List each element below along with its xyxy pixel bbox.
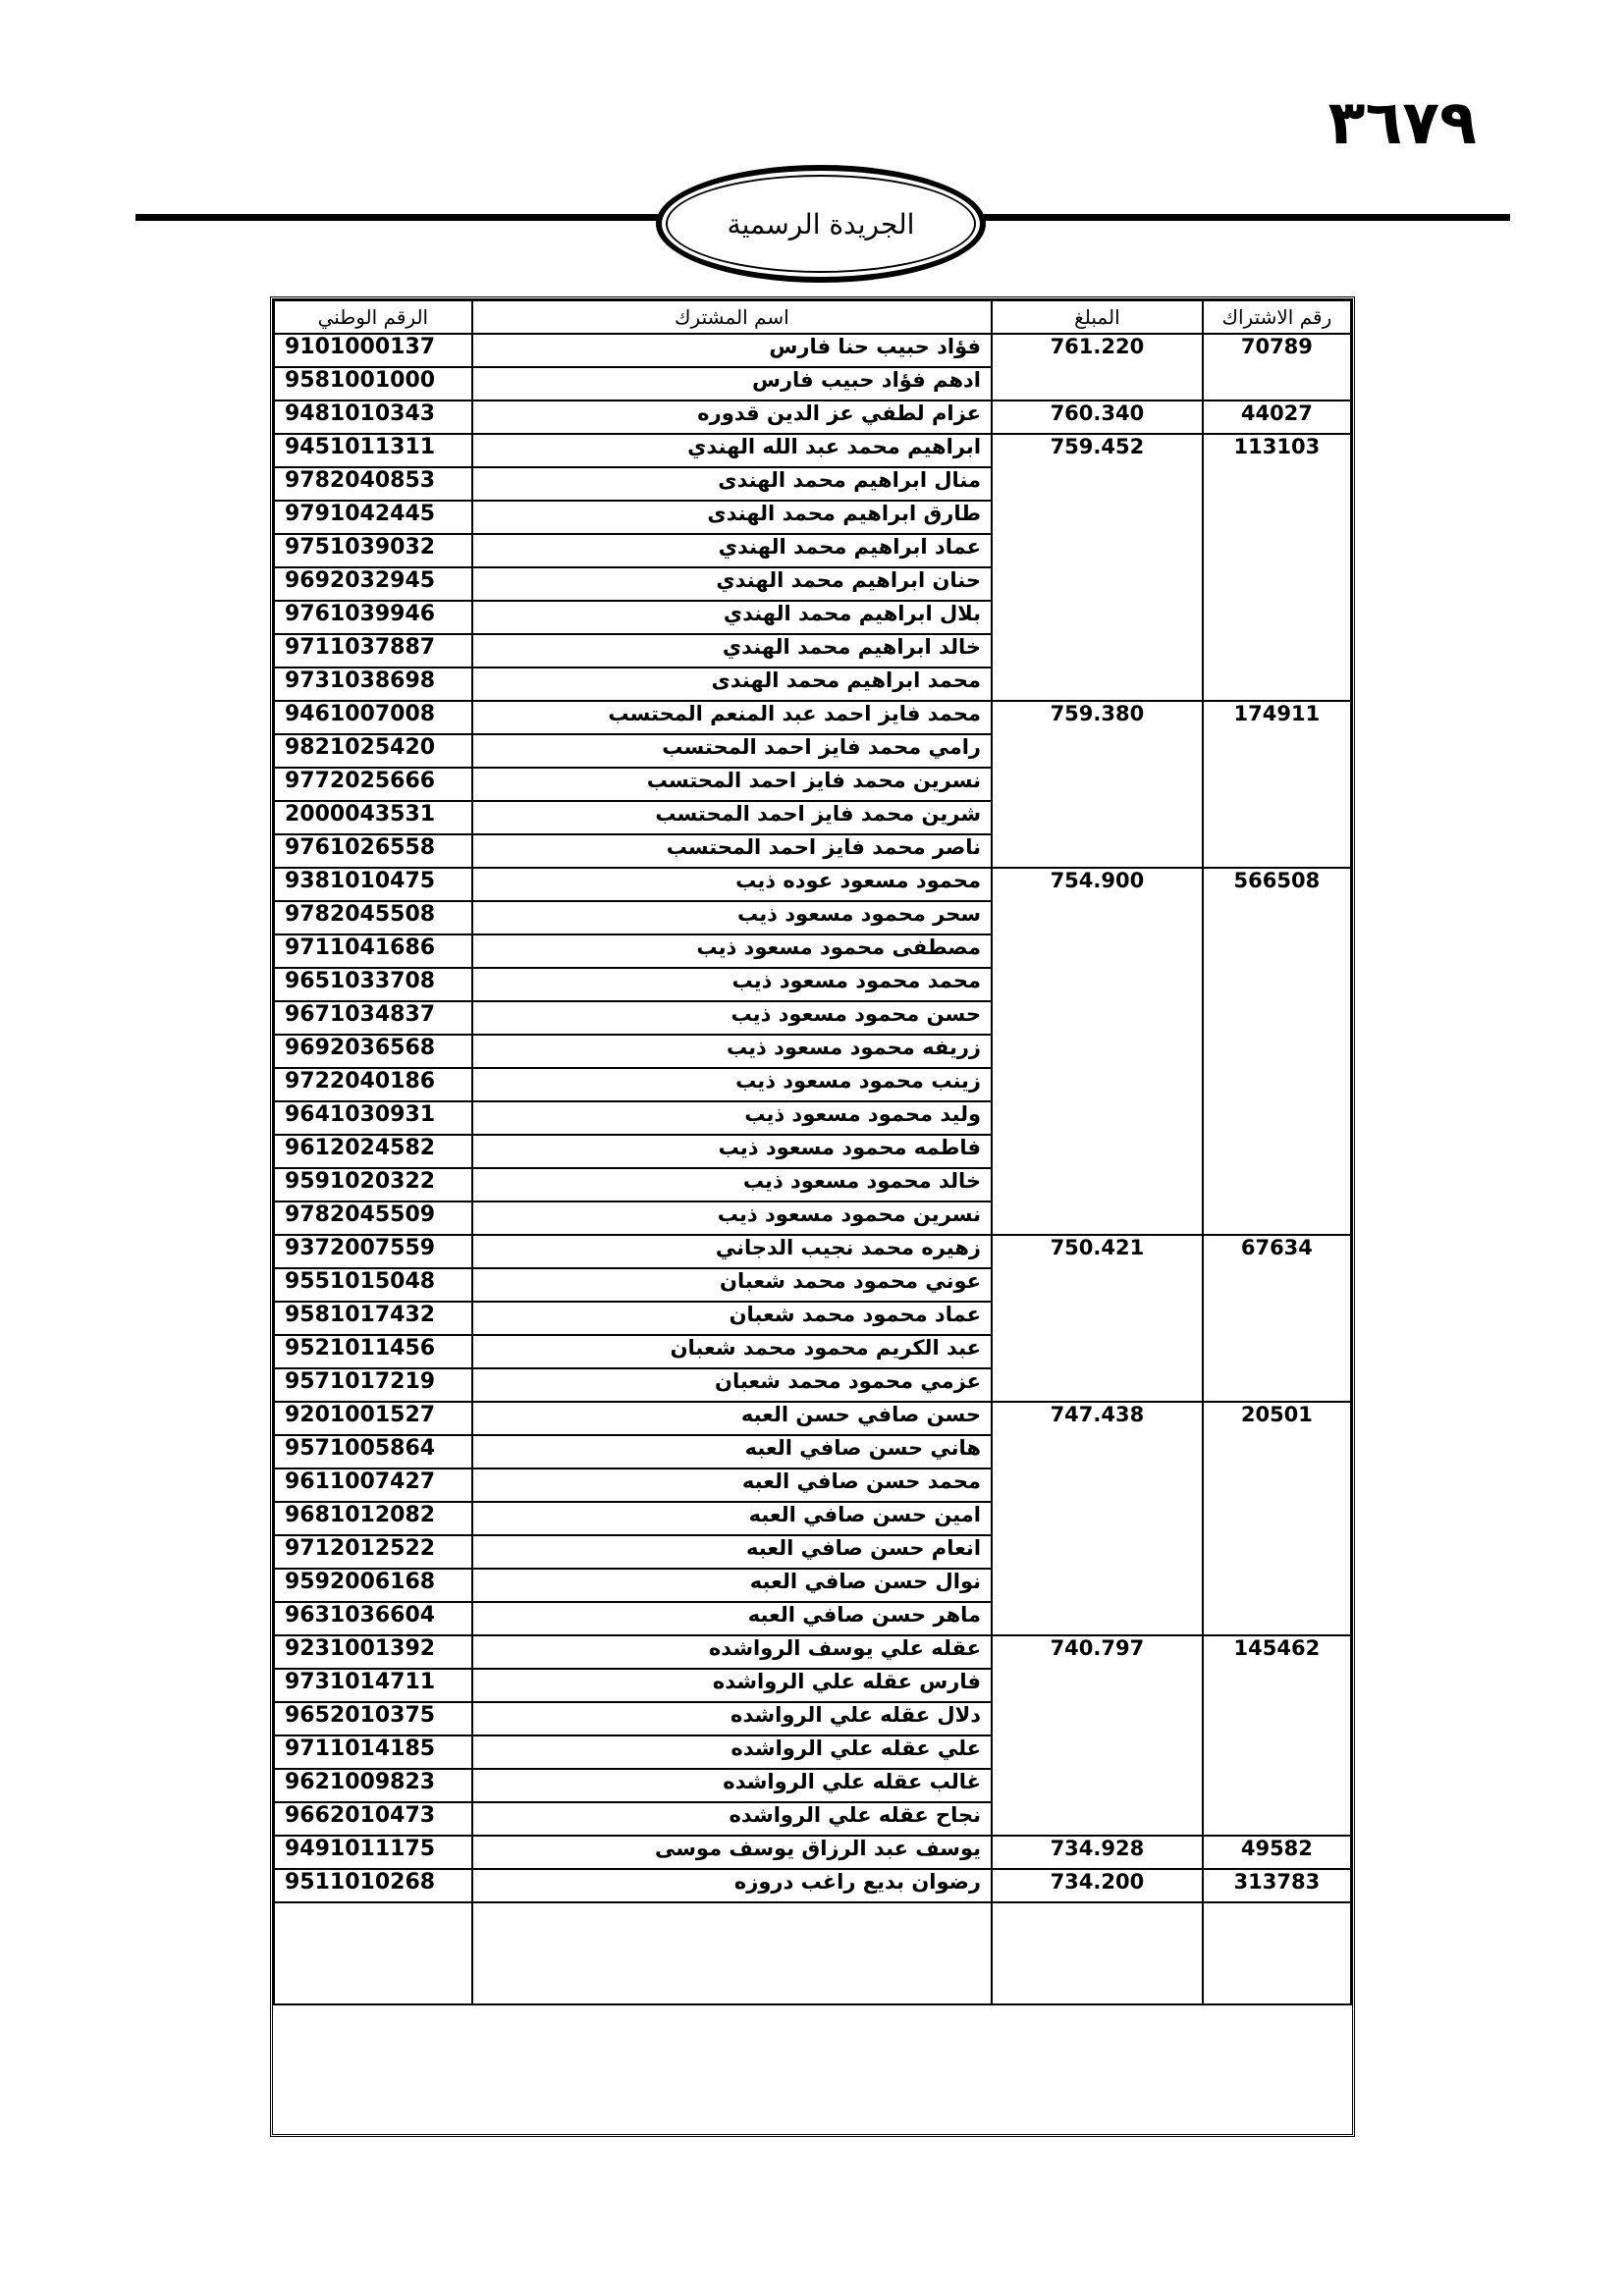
- table-row: [274, 1869, 1351, 1902]
- national-id: 9692032945: [274, 567, 472, 601]
- national-id: 9761039946: [274, 601, 472, 634]
- national-id: 9651033708: [274, 968, 472, 1001]
- subscriber-name: شرين محمد فايز احمد المحتسب: [472, 801, 992, 834]
- national-id: 9692036568: [274, 1035, 472, 1068]
- national-id: 9571005864: [274, 1435, 472, 1468]
- national-id: 9711041686: [274, 934, 472, 968]
- national-id: 9611007427: [274, 1468, 472, 1502]
- amount: 759.380: [992, 701, 1203, 868]
- subscriber-name: زريفه محمود مسعود ذيب: [472, 1035, 992, 1068]
- subscriber-name: وليد محمود مسعود ذيب: [472, 1101, 992, 1135]
- national-id: 9681012082: [274, 1502, 472, 1535]
- national-id: 9652010375: [274, 1702, 472, 1735]
- subscriber-name: بلال ابراهيم محمد الهندي: [472, 601, 992, 634]
- national-id: 9201001527: [274, 1402, 472, 1435]
- subscriber-name: امين حسن صافي العبه: [472, 1502, 992, 1535]
- national-id: 9631036604: [274, 1602, 472, 1635]
- amount: 750.421: [992, 1235, 1203, 1402]
- table-row: [274, 1635, 1351, 1669]
- national-id: 9612024582: [274, 1135, 472, 1168]
- subscription-number: 44027: [1203, 400, 1351, 434]
- subscriber-name: محمد فايز احمد عبد المنعم المحتسب: [472, 701, 992, 734]
- table-row: [274, 434, 1351, 467]
- subscription-number: 313783: [1203, 1869, 1351, 1902]
- subscriber-name: خالد ابراهيم محمد الهندي: [472, 634, 992, 667]
- subscriber-name: رامي محمد فايز احمد المحتسب: [472, 734, 992, 768]
- national-id: 9581001000: [274, 367, 472, 400]
- national-id: 9782045508: [274, 901, 472, 934]
- subscriber-name: محمود مسعود عوده ذيب: [472, 868, 992, 901]
- national-id: 9461007008: [274, 701, 472, 734]
- subscriber-name: نسرين محمود مسعود ذيب: [472, 1201, 992, 1235]
- national-id: 9551015048: [274, 1268, 472, 1302]
- page-number: ٣٦٧٩: [1327, 86, 1477, 158]
- subscriber-name: حنان ابراهيم محمد الهندي: [472, 567, 992, 601]
- national-id: 9711037887: [274, 634, 472, 667]
- subscription-number: 70789: [1203, 334, 1351, 400]
- national-id: 9621009823: [274, 1769, 472, 1802]
- national-id: 9671034837: [274, 1001, 472, 1035]
- empty-cell: [274, 1902, 472, 2004]
- subscriber-name: حسن صافي حسن العبه: [472, 1402, 992, 1435]
- subscriber-name: ناصر محمد فايز احمد المحتسب: [472, 834, 992, 868]
- col-header-amount: المبلغ: [992, 300, 1203, 334]
- subscriber-name: عبد الكريم محمود محمد شعبان: [472, 1335, 992, 1368]
- empty-cell: [1203, 1902, 1351, 2004]
- national-id: 9511010268: [274, 1869, 472, 1902]
- national-id: 9491011175: [274, 1836, 472, 1869]
- national-id: 9782045509: [274, 1201, 472, 1235]
- subscriber-name: سحر محمود مسعود ذيب: [472, 901, 992, 934]
- subscriber-name: انعام حسن صافي العبه: [472, 1535, 992, 1569]
- national-id: 9782040853: [274, 467, 472, 501]
- subscription-number: 566508: [1203, 868, 1351, 1235]
- amount: 747.438: [992, 1402, 1203, 1635]
- national-id: 9712012522: [274, 1535, 472, 1569]
- amount: 761.220: [992, 334, 1203, 400]
- national-id: 9481010343: [274, 400, 472, 434]
- national-id: 9751039032: [274, 534, 472, 567]
- amount: 754.900: [992, 868, 1203, 1235]
- national-id: 9662010473: [274, 1802, 472, 1836]
- subscriber-name: يوسف عبد الرزاق يوسف موسى: [472, 1836, 992, 1869]
- subscriber-name: رضوان بديع راغب دروزه: [472, 1869, 992, 1902]
- header-emblem: [656, 165, 986, 283]
- empty-row: [274, 1902, 1351, 2004]
- subscriber-name: فارس عقله علي الرواشده: [472, 1669, 992, 1702]
- subscriber-name: طارق ابراهيم محمد الهندى: [472, 501, 992, 534]
- amount: 759.452: [992, 434, 1203, 701]
- national-id: 2000043531: [274, 801, 472, 834]
- subscriber-name: عماد محمود محمد شعبان: [472, 1302, 992, 1335]
- table-row: [274, 1235, 1351, 1268]
- subscriber-name: محمد محمود مسعود ذيب: [472, 968, 992, 1001]
- national-id: 9821025420: [274, 734, 472, 768]
- subscriber-name: عزام لطفي عز الدين قدوره: [472, 400, 992, 434]
- table-row: [274, 868, 1351, 901]
- table-body: [274, 334, 1351, 2004]
- subscriber-name: فاطمه محمود مسعود ذيب: [472, 1135, 992, 1168]
- col-header-subscription: رقم الاشتراك: [1203, 300, 1351, 334]
- subscribers-grid: [273, 299, 1352, 2005]
- subscriber-name: عزمي محمود محمد شعبان: [472, 1368, 992, 1402]
- national-id: 9372007559: [274, 1235, 472, 1268]
- header-title: الجريدة الرسمية: [727, 207, 915, 240]
- subscriber-name: زينب محمود مسعود ذيب: [472, 1068, 992, 1101]
- subscriber-name: فؤاد حبيب حنا فارس: [472, 334, 992, 367]
- subscriber-name: هاني حسن صافي العبه: [472, 1435, 992, 1468]
- national-id: 9571017219: [274, 1368, 472, 1402]
- national-id: 9101000137: [274, 334, 472, 367]
- subscriber-name: محمد ابراهيم محمد الهندى: [472, 667, 992, 701]
- subscribers-table: [270, 296, 1355, 2137]
- national-id: 9381010475: [274, 868, 472, 901]
- national-id: 9451011311: [274, 434, 472, 467]
- amount: 740.797: [992, 1635, 1203, 1836]
- national-id: 9711014185: [274, 1735, 472, 1769]
- subscriber-name: محمد حسن صافي العبه: [472, 1468, 992, 1502]
- national-id: 9231001392: [274, 1635, 472, 1669]
- subscriber-name: عوني محمود محمد شعبان: [472, 1268, 992, 1302]
- national-id: 9722040186: [274, 1068, 472, 1101]
- subscriber-name: ماهر حسن صافي العبه: [472, 1602, 992, 1635]
- subscriber-name: ادهم فؤاد حبيب فارس: [472, 367, 992, 400]
- subscriber-name: مصطفى محمود مسعود ذيب: [472, 934, 992, 968]
- national-id: 9591020322: [274, 1168, 472, 1201]
- table-row: [274, 701, 1351, 734]
- subscriber-name: ابراهيم محمد عبد الله الهندي: [472, 434, 992, 467]
- subscriber-name: نجاح عقله علي الرواشده: [472, 1802, 992, 1836]
- subscription-number: 49582: [1203, 1836, 1351, 1869]
- subscriber-name: منال ابراهيم محمد الهندى: [472, 467, 992, 501]
- col-header-name: اسم المشترك: [472, 300, 992, 334]
- national-id: 9592006168: [274, 1569, 472, 1602]
- empty-cell: [992, 1902, 1203, 2004]
- national-id: 9581017432: [274, 1302, 472, 1335]
- subscriber-name: غالب عقله علي الرواشده: [472, 1769, 992, 1802]
- subscriber-name: دلال عقله علي الرواشده: [472, 1702, 992, 1735]
- table-row: [274, 1402, 1351, 1435]
- subscription-number: 174911: [1203, 701, 1351, 868]
- subscriber-name: علي عقله علي الرواشده: [472, 1735, 992, 1769]
- national-id: 9521011456: [274, 1335, 472, 1368]
- national-id: 9772025666: [274, 768, 472, 801]
- subscriber-name: حسن محمود مسعود ذيب: [472, 1001, 992, 1035]
- national-id: 9731038698: [274, 667, 472, 701]
- subscription-number: 113103: [1203, 434, 1351, 701]
- table-row: [274, 1836, 1351, 1869]
- table-header-row: [274, 300, 1351, 334]
- amount: 734.928: [992, 1836, 1203, 1869]
- subscriber-name: نسرين محمد فايز احمد المحتسب: [472, 768, 992, 801]
- subscription-number: 145462: [1203, 1635, 1351, 1836]
- amount: 734.200: [992, 1869, 1203, 1902]
- subscriber-name: نوال حسن صافي العبه: [472, 1569, 992, 1602]
- table-row: [274, 400, 1351, 434]
- national-id: 9791042445: [274, 501, 472, 534]
- subscriber-name: زهيره محمد نجيب الدجاني: [472, 1235, 992, 1268]
- empty-cell: [472, 1902, 992, 2004]
- subscriber-name: خالد محمود مسعود ذيب: [472, 1168, 992, 1201]
- table-row: [274, 334, 1351, 367]
- subscription-number: 67634: [1203, 1235, 1351, 1402]
- col-header-national-id: الرقم الوطني: [274, 300, 472, 334]
- national-id: 9731014711: [274, 1669, 472, 1702]
- subscriber-name: عقله علي يوسف الرواشده: [472, 1635, 992, 1669]
- national-id: 9641030931: [274, 1101, 472, 1135]
- amount: 760.340: [992, 400, 1203, 434]
- national-id: 9761026558: [274, 834, 472, 868]
- subscription-number: 20501: [1203, 1402, 1351, 1635]
- subscriber-name: عماد ابراهيم محمد الهندي: [472, 534, 992, 567]
